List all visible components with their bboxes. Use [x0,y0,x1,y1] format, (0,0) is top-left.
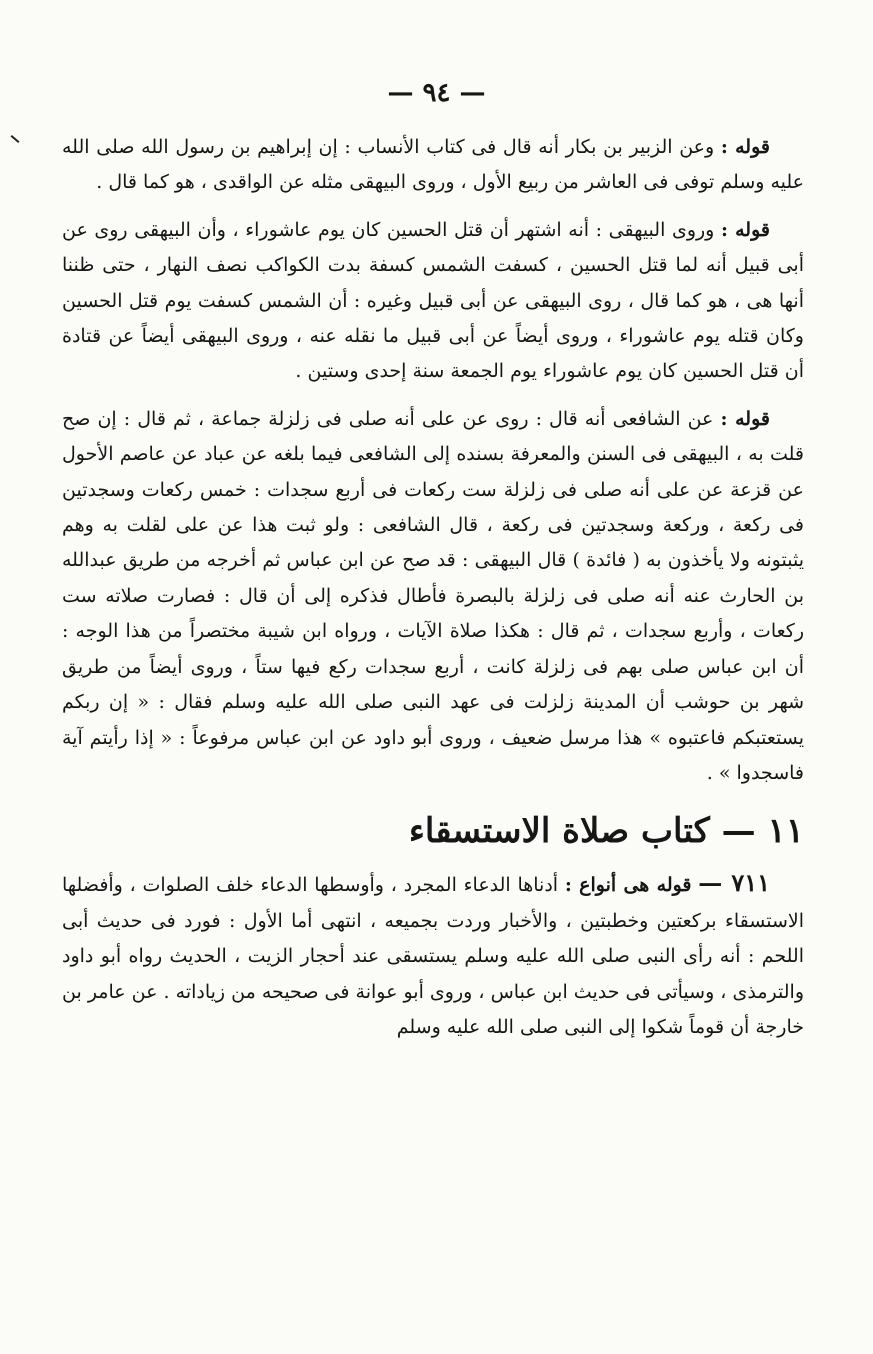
margin-mark [11,135,20,143]
item-number: ٧١١ — [698,868,770,898]
chapter-title: ١١ — كتاب صلاة الاستسقاء [408,811,804,852]
page-number: — ٩٤ — [387,78,486,108]
paragraph-text: وروى البيهقى : أنه اشتهر أن قتل الحسين كان يوم عاشوراء ، وأن البيهقى روى عن أبى قبيل أنه لما قتل الحسين ، كسفت الشمس كسفة بدت الكواكب نصف النهار ، حتى ظننا أنها هى ، هو كما قال ، روى البيهقى عن أبى قبيل وغيره : أن الشمس كسفت يوم قتل الحسين وكان قتله يوم عاشوراء ، وروى أيضاً عن أبى قبيل ما نقله عنه ، وروى البيهقى أيضاً عن قتادة أن قتل الحسين كان يوم عاشوراء يوم الجمعة سنة إحدى وستين . [62,218,804,383]
paragraph-lead: قوله هى أنواع : [564,874,692,897]
paragraph-lead: قوله : [720,407,770,430]
paragraph-lead: قوله : [720,136,770,158]
body-text [62,130,804,1045]
paragraph-ibrahim [62,130,804,201]
paragraph-lead: قوله : [720,218,770,241]
paragraph-zalzala [62,402,804,791]
paragraph-text: عن الشافعى أنه قال : روى عن على أنه صلى فى زلزلة جماعة ، ثم قال : إن صح قلت به ، البيهقى فى السنن والمعرفة بسنده إلى الشافعى فيما بلغه عن عباد عن عاصم الأحول عن قزعة عن على أنه صلى فى زلزلة ست ركعات فى أربع سجدات : خمس ركعات وسجدتين فى ركعة ، وركعة وسجدتين فى ركعة ، قال الشافعى : ولو ثبت هذا عن على لقلت به وهم يثبتونه ولا يأخذون به ( فائدة ) قال البيهقى : قد صح عن ابن عباس ثم أخرجه من طريق عبدالله بن الحارث عنه أنه صلى فى زلزلة بالبصرة فأطال فذكره إلى أن قال : فصارت صلاته ست ركعات ، وأربع سجدات ، ثم قال : هكذا صلاة الآيات ، ورواه ابن شيبة مختصراً من هذا الوجه : أن ابن عباس صلى بهم فى زلزلة كانت ، أربع سجدات ركع فيها ستاً ، وروى أيضاً من طريق شهر بن حوشب أن المدينة زلزلت فى عهد النبى صلى الله عليه وسلم فقال : « إن ربكم يستعتبكم فاعتبوه » هذا مرسل ضعيف ، وروى أبو داود عن ابن عباس مرفوعاً : « إذا رأيتم آية فاسجدوا » . [62,407,804,784]
paragraph-istisqa [62,865,804,1045]
paragraph-text: وعن الزبير بن بكار أنه قال فى كتاب الأنساب : إن إبراهيم بن رسول الله صلى الله عليه وسلم توفى فى العاشر من ربيع الأول ، وروى البيهقى مثله عن الواقدى ، هو كما قال . [62,136,804,194]
paragraph-text: أدناها الدعاء المجرد ، وأوسطها الدعاء خلف الصلوات ، وأفضلها الاستسقاء بركعتين وخطبتين ، والأخبار وردت بجميعه ، انتهى أما الأول : فورد فى حديث أبى اللحم : أنه رأى النبى صلى الله عليه وسلم يستسقى عند أحجار الزيت ، الحديث رواه أبو داود والترمذى ، وسيأتى فى حديث ابن عباس ، وروى أبو عوانة فى صحيحه من زياداته . عن عامر بن خارجة أن قوماً شكوا إلى النبى صلى الله عليه وسلم [62,874,804,1038]
paragraph-husayn [62,213,804,390]
